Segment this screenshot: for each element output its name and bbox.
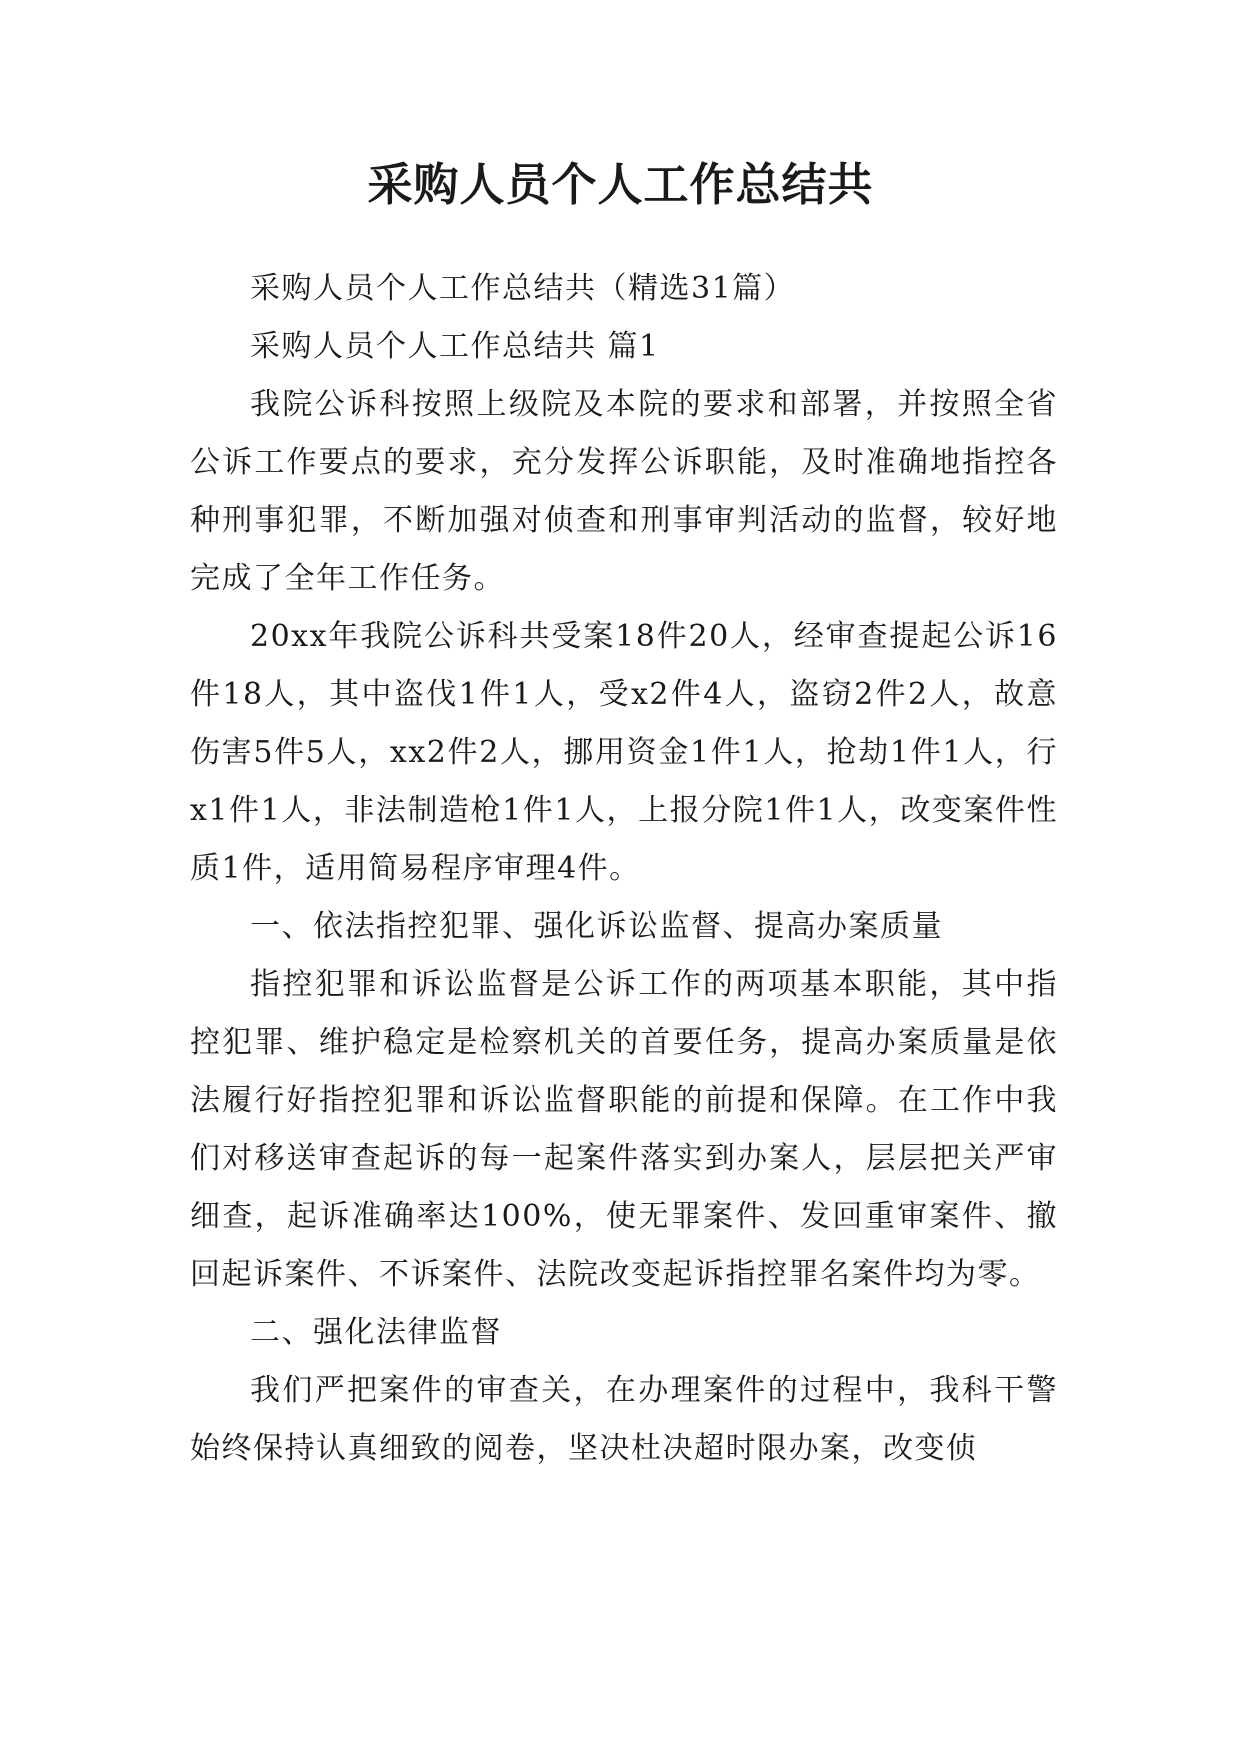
body-paragraph: 我院公诉科按照上级院及本院的要求和部署，并按照全省公诉工作要点的要求，充分发挥公诉职能，及时准确地指控各种刑事犯罪，不断加强对侦查和刑事审判活动的监督，较好地完成了全年工作任务。	[190, 387, 1058, 596]
document-body	[190, 260, 1058, 1478]
subtitle-paragraph: 采购人员个人工作总结共（精选31篇）	[250, 271, 796, 306]
body-paragraph: 20xx年我院公诉科共受案18件20人，经审查提起公诉16件18人，其中盗伐1件1人，受x2件4人，盗窃2件2人，故意伤害5件5人，xx2件2人，挪用资金1件1人，抢劫1件1人，行x1件1人，非法制造枪1件1人，上报分院1件1人，改变案件性质1件，适用简易程序审理4件。	[190, 619, 1058, 886]
section-heading: 采购人员个人工作总结共 篇1	[250, 329, 660, 364]
section-heading: 一、依法指控犯罪、强化诉讼监督、提高办案质量	[250, 909, 943, 944]
document-title: 采购人员个人工作总结共	[367, 158, 874, 211]
body-paragraph: 指控犯罪和诉讼监督是公诉工作的两项基本职能，其中指控犯罪、维护稳定是检察机关的首要任务，提高办案质量是依法履行好指控犯罪和诉讼监督职能的前提和保障。在工作中我们对移送审查起诉的每一起案件落实到办案人，层层把关严审细查，起诉准确率达100%，使无罪案件、发回重审案件、撤回起诉案件、不诉案件、法院改变起诉指控罪名案件均为零。	[190, 967, 1058, 1292]
body-paragraph: 我们严把案件的审查关，在办理案件的过程中，我科干警始终保持认真细致的阅卷，坚决杜决超时限办案，改变侦	[190, 1373, 1058, 1466]
section-heading: 二、强化法律监督	[250, 1315, 502, 1350]
